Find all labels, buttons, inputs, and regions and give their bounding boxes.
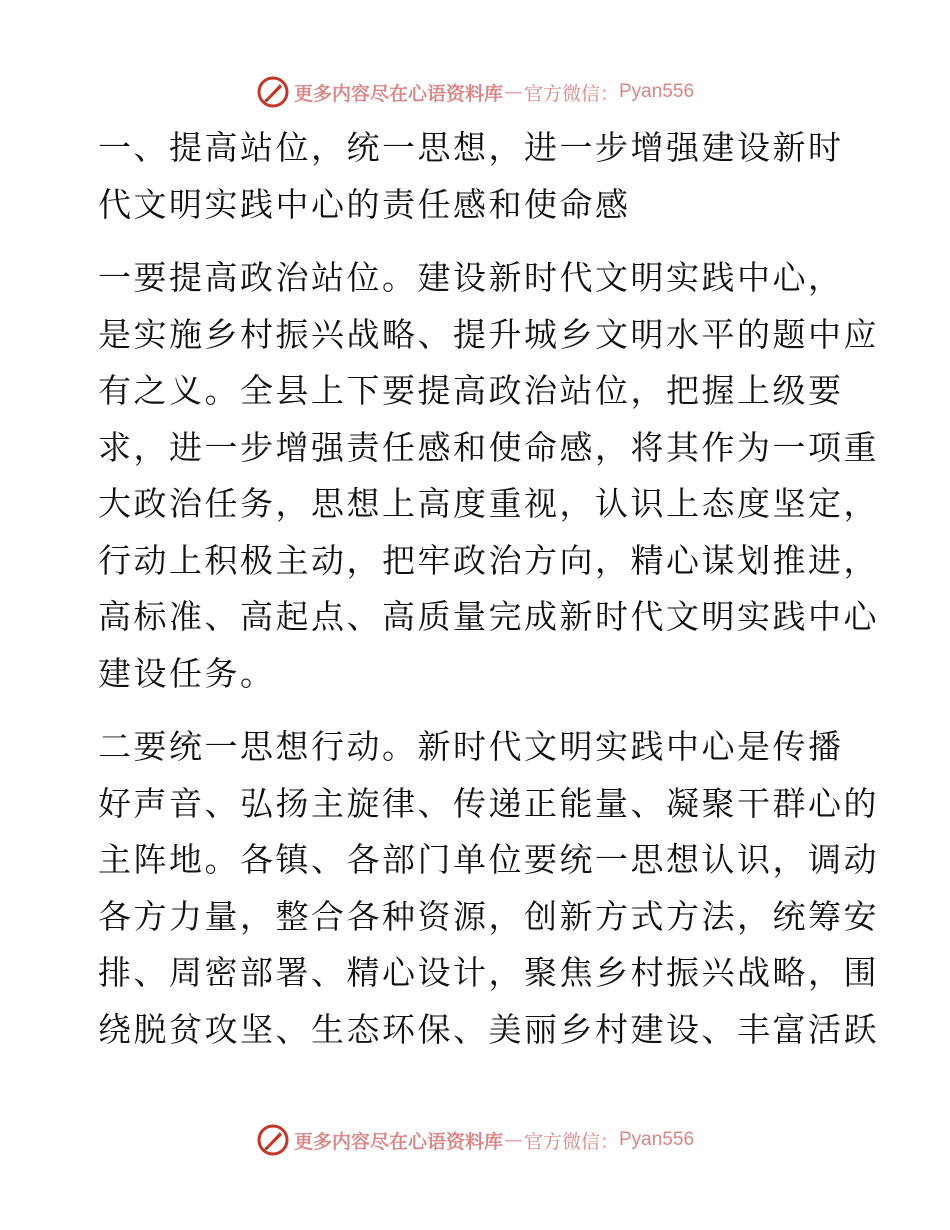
document-body — [98, 120, 879, 1058]
watermark-wechat-label: 官方微信： — [523, 1130, 619, 1153]
section-heading-line: 一、提高站位，统一思想，进一步增强建设新时 — [98, 128, 844, 167]
paragraph-line: 一要提高政治站位。建设新时代文明实践中心， — [98, 258, 844, 297]
watermark-dash: — — [503, 1129, 523, 1151]
paragraph-line: 行动上积极主动，把牢政治方向，精心谋划推进， — [98, 540, 879, 580]
header-watermark — [0, 72, 950, 112]
watermark-wechat-label: 官方微信： — [523, 82, 619, 105]
paragraph-line: 大政治任务，思想上高度重视，认识上态度坚定， — [98, 484, 879, 523]
watermark-wechat-id: Pyan556 — [619, 1129, 695, 1150]
watermark-text: 更多内容尽在心语资料库 — [293, 82, 503, 105]
paragraph-line: 高标准、高起点、高质量完成新时代文明实践中心 — [98, 597, 879, 636]
paragraph-line: 各方力量，整合各种资源，创新方式方法，统筹安 — [98, 896, 879, 936]
quill-logo-icon — [256, 75, 290, 109]
paragraph-line: 主阵地。各镇、各部门单位要统一思想认识，调动 — [98, 840, 879, 879]
watermark-wechat-id: Pyan556 — [619, 81, 695, 102]
paragraph-line: 有之义。全县上下要提高政治站位，把握上级要 — [98, 371, 844, 410]
watermark-text: 更多内容尽在心语资料库 — [293, 1130, 503, 1153]
paragraph-line: 好声音、弘扬主旋律、传递正能量、凝聚干群心的 — [98, 783, 879, 823]
paragraph-line: 二要统一思想行动。新时代文明实践中心是传播 — [98, 727, 844, 766]
paragraph-line: 建设任务。 — [98, 653, 276, 693]
paragraph-spacer — [98, 702, 858, 719]
footer-watermark — [0, 1120, 950, 1160]
watermark-dash: — — [503, 81, 523, 103]
paragraph-line: 是实施乡村振兴战略、提升城乡文明水平的题中应 — [98, 314, 879, 354]
paragraph-line: 绕脱贫攻坚、生态环保、美丽乡村建设、丰富活跃 — [98, 1009, 879, 1049]
quill-logo-icon — [256, 1123, 290, 1157]
paragraph-line: 排、周密部署、精心设计，聚焦乡村振兴战略，围 — [98, 953, 879, 992]
paragraph-spacer — [98, 233, 858, 250]
paragraph-line: 求，进一步增强责任感和使命感，将其作为一项重 — [98, 427, 879, 467]
section-heading-line: 代文明实践中心的责任感和使命感 — [98, 184, 631, 224]
